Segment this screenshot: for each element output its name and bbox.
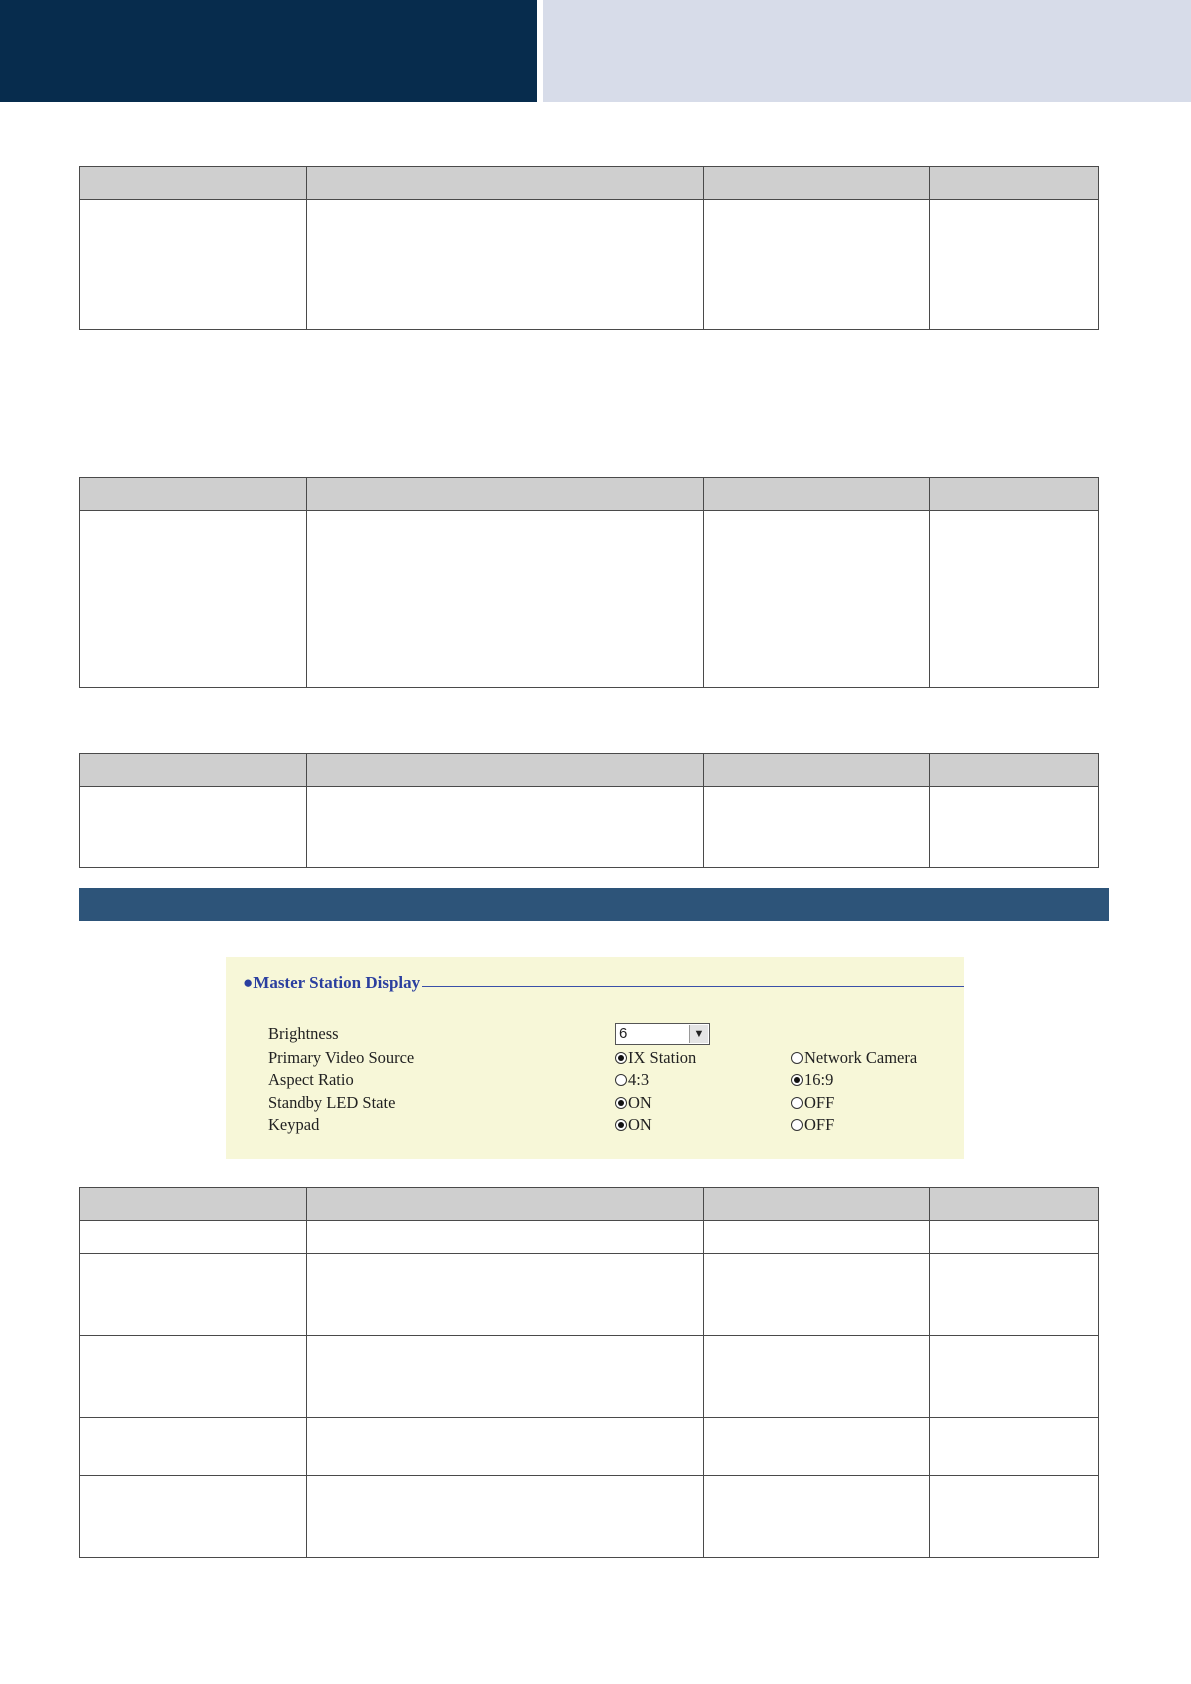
chevron-down-icon[interactable]: ▼: [689, 1025, 708, 1043]
radio-ix-station[interactable]: [615, 1047, 696, 1069]
table-row: [80, 1336, 1099, 1418]
settings-table-2: [79, 477, 1099, 688]
radio-selected-icon[interactable]: [791, 1074, 803, 1086]
table-row: [80, 1476, 1099, 1558]
table-header-row: [80, 754, 1099, 787]
radio-selected-icon[interactable]: [615, 1097, 627, 1109]
brightness-select[interactable]: [615, 1023, 710, 1045]
radio-unselected-icon[interactable]: [791, 1097, 803, 1109]
radio-keypad-on[interactable]: [615, 1114, 652, 1136]
radio-label: 16:9: [804, 1070, 834, 1089]
brightness-value: 6: [619, 1025, 628, 1042]
radio-label: ON: [628, 1093, 652, 1112]
radio-label: OFF: [804, 1093, 835, 1112]
table-row: [80, 1418, 1099, 1476]
table-row: [80, 787, 1099, 868]
settings-table-4: [79, 1187, 1099, 1558]
radio-label: Network Camera: [804, 1048, 918, 1067]
settings-table-3: [79, 753, 1099, 868]
radio-16-9[interactable]: [791, 1069, 833, 1091]
radio-label: OFF: [804, 1115, 835, 1134]
table-row: [80, 1254, 1099, 1336]
section-heading-bar: [79, 888, 1109, 921]
settings-table-1: [79, 166, 1099, 330]
radio-label: ON: [628, 1115, 652, 1134]
radio-led-off[interactable]: [791, 1092, 834, 1114]
standby-led-state-label: Standby LED State: [268, 1093, 396, 1112]
header-band-dark: [0, 0, 537, 102]
radio-unselected-icon[interactable]: [791, 1052, 803, 1064]
panel-title: ●Master Station Display: [243, 973, 421, 992]
primary-video-source-label: Primary Video Source: [268, 1048, 415, 1067]
radio-selected-icon[interactable]: [615, 1052, 627, 1064]
table-row: [80, 1221, 1099, 1254]
panel-title-rule: [406, 986, 964, 987]
table-header-row: [80, 167, 1099, 200]
radio-unselected-icon[interactable]: [615, 1074, 627, 1086]
table-header-row: [80, 1188, 1099, 1221]
radio-network-camera[interactable]: [791, 1047, 917, 1069]
radio-selected-icon[interactable]: [615, 1119, 627, 1131]
radio-label: 4:3: [628, 1070, 650, 1089]
table-header-row: [80, 478, 1099, 511]
keypad-label: Keypad: [268, 1115, 320, 1134]
aspect-ratio-label: Aspect Ratio: [268, 1070, 354, 1089]
radio-keypad-off[interactable]: [791, 1114, 834, 1136]
radio-unselected-icon[interactable]: [791, 1119, 803, 1131]
table-row: [80, 200, 1099, 330]
radio-led-on[interactable]: [615, 1092, 652, 1114]
header-band-light: [543, 0, 1191, 102]
radio-label: IX Station: [628, 1048, 697, 1067]
master-station-display-panel: [226, 957, 964, 1159]
table-row: [80, 511, 1099, 688]
brightness-label: Brightness: [268, 1024, 339, 1043]
radio-4-3[interactable]: [615, 1069, 649, 1091]
